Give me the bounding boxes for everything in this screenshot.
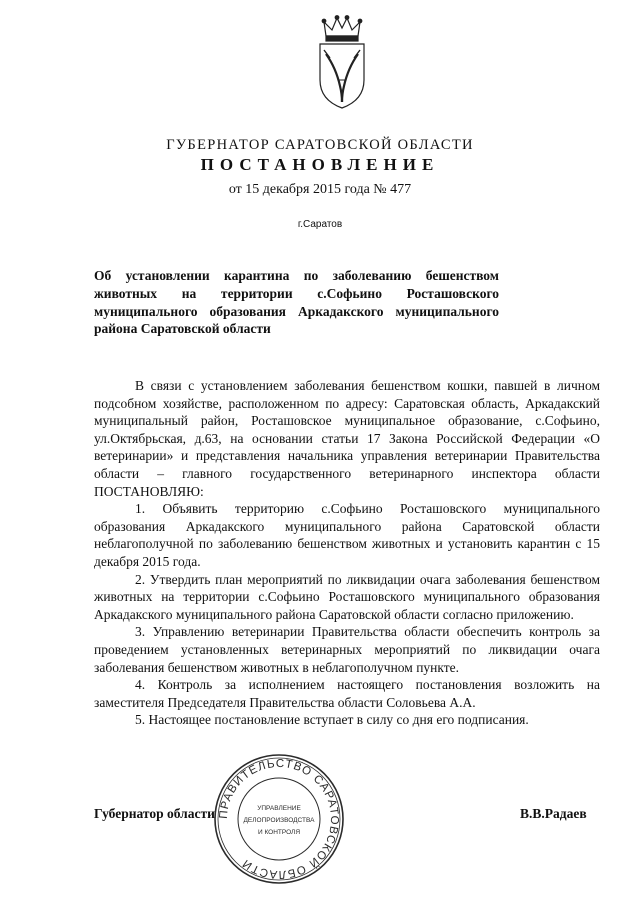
official-stamp [212, 752, 346, 886]
subject-line: Об установлении карантина по заболеванию бешенством [94, 268, 499, 283]
clause-paragraph: 2. Утвердить план мероприятий по ликвидации очага заболевания бешенством животных на территории с.Софьино Росташовского муниципального образования Аркадакского муниципального района Саратовской области согласно приложению. [94, 571, 600, 622]
stamp-inner-line: УПРАВЛЕНИЕ [257, 805, 301, 812]
issuer-title: ГУБЕРНАТОР САРАТОВСКОЙ ОБЛАСТИ [166, 137, 474, 153]
document-date-number: от 15 декабря 2015 года № 477 [228, 182, 412, 197]
signatory-name: В.В.Радаев [520, 806, 587, 821]
document-city: г.Саратов [297, 219, 343, 230]
stamp-inner-line: И КОНТРОЛЯ [257, 829, 301, 836]
subject-line: животных на территории с.Софьино Росташовского [94, 285, 499, 301]
stamp-inner-line: ДЕЛОПРОИЗВОДСТВА [243, 817, 315, 824]
clause-paragraph: 1. Объявить территорию с.Софьино Росташовского муниципального образования Аркадакского муниципального района Саратовской области неблагополучной по заболеванию бешенством животных и установить карантин с 15 декабря 2015 года. [94, 501, 600, 569]
preamble-paragraph: В связи с установлением заболевания бешенством кошки, павшей в личном подсобном хозяйстве, расположенном по адресу: Саратовская область, Аркадакский муниципальный район, Росташовское муниципальное образование, с.Софьино, ул.Октябрьская, д.63, на основании статьи 17 Закона Российской Федерации «О ветеринарии» и представления начальника управления ветеринарии Правительства области – главного государственного ветеринарного инспектора области ПОСТАНОВЛЯЮ: [94, 378, 600, 499]
clause-paragraph: 4. Контроль за исполнением настоящего постановления возложить на заместителя Председателя Правительства области Соловьева А.А. [94, 677, 600, 710]
document-subject [94, 267, 499, 338]
subject-line: муниципального образования Аркадакского муниципального [94, 303, 499, 319]
document-body [94, 377, 600, 729]
subject-line: района Саратовской области [94, 321, 271, 337]
clause-paragraph: 5. Настоящее постановление вступает в силу со дня его подписания. [135, 712, 529, 728]
document-type: ПОСТАНОВЛЕНИЕ [200, 155, 440, 174]
clause-paragraph: 3. Управлению ветеринарии Правительства области обеспечить контроль за проведением установленных ветеринарных мероприятий по ликвидации очага заболевания бешенством животных в неблагополучном пункте. [94, 624, 600, 675]
coat-of-arms-emblem [312, 14, 372, 110]
signatory-position: Губернатор области [94, 806, 215, 821]
stamp-outer-text: ПРАВИТЕЛЬСТВО САРАТОВСКОЙ ОБЛАСТИ [217, 757, 341, 881]
